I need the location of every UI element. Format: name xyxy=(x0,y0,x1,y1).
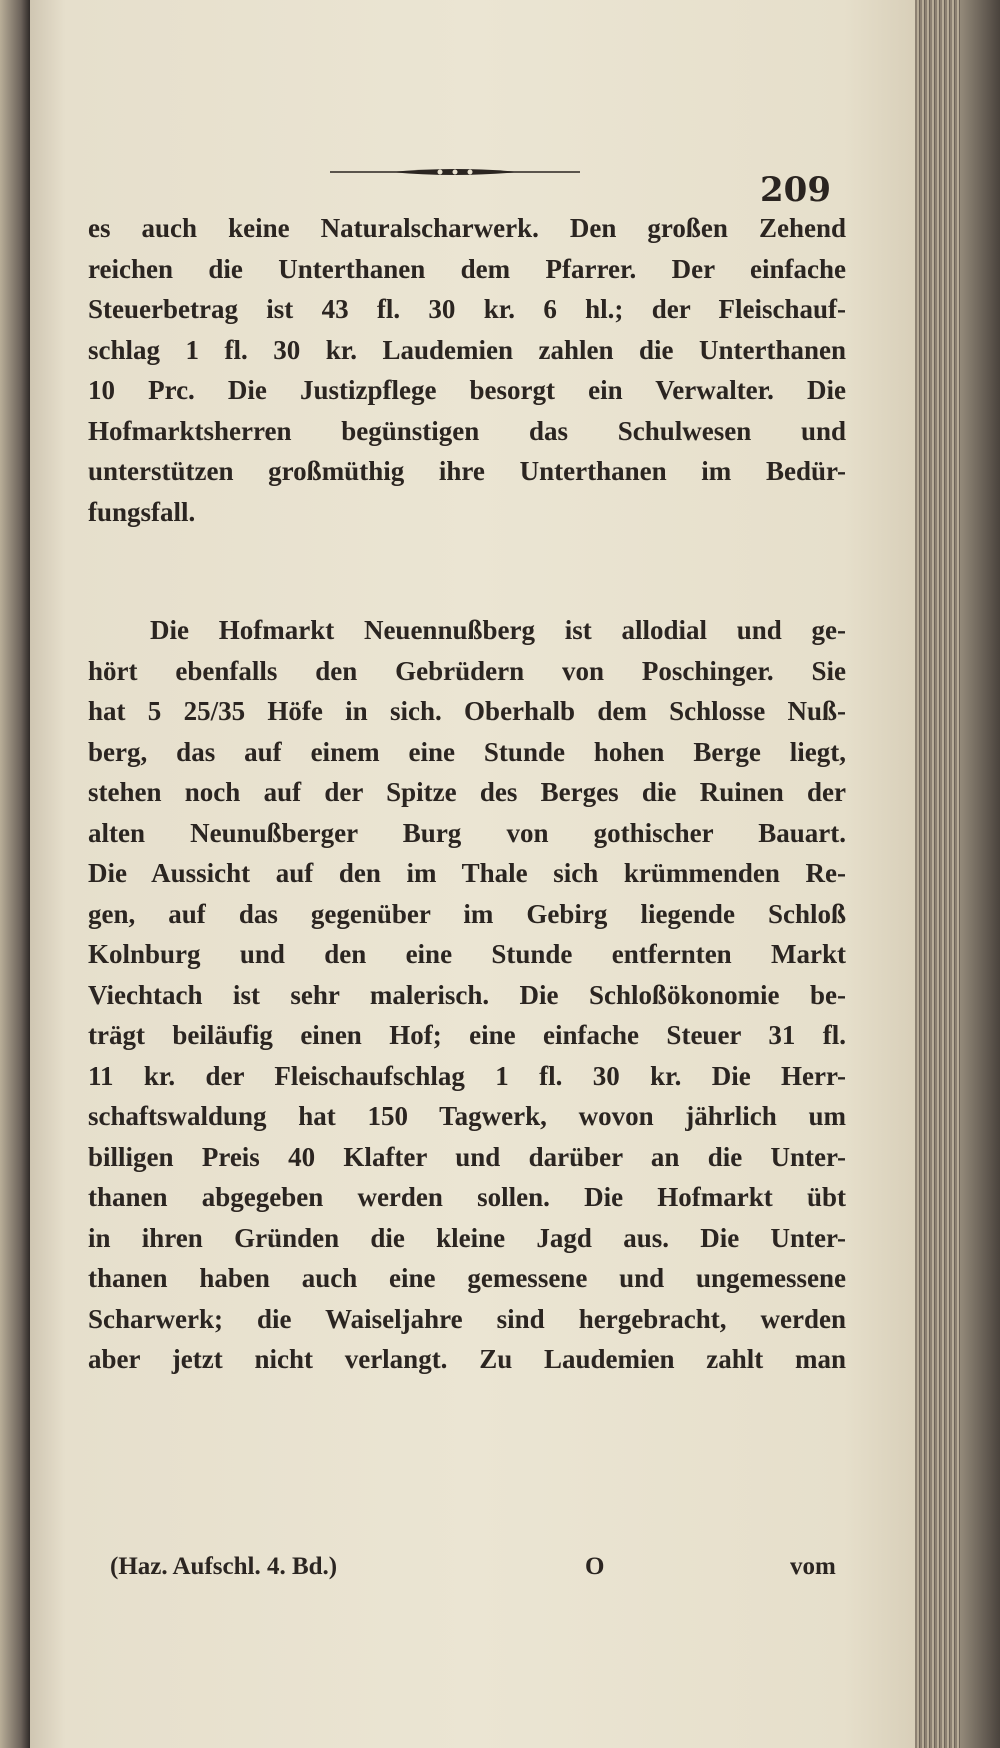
text-line: Hofmarktsherren begünstigen das Schulwesen und xyxy=(88,415,846,446)
text-line: Scharwerk; die Waiseljahre sind hergebracht, werden xyxy=(88,1303,846,1334)
text-line: stehen noch auf der Spitze des Berges die Ruinen der xyxy=(88,777,846,807)
text-line: reichen die Unterthanen dem Pfarrer. Der einfache xyxy=(88,253,846,284)
signature-mark: O xyxy=(585,1553,605,1580)
text-line: fungsfall. xyxy=(88,496,196,527)
book-cover-edge xyxy=(960,0,1000,1748)
text-line: thanen abgegeben werden sollen. Die Hofmarkt übt xyxy=(88,1182,846,1212)
text-line: aber jetzt nicht verlangt. Zu Laudemien zahlt man xyxy=(88,1344,846,1374)
text-line: billigen Preis 40 Klafter und darüber an die Unter- xyxy=(88,1141,846,1172)
text-line: Die Hofmarkt Neuennußberg ist allodial und ge- xyxy=(150,615,846,645)
text-line: Viechtach ist sehr malerisch. Die Schloßökonomie be- xyxy=(88,979,846,1010)
text-line: es auch keine Naturalscharwerk. Den großen Zehend xyxy=(88,213,846,243)
catchword: vom xyxy=(790,1553,836,1580)
text-line: unterstützen großmüthig ihre Unterthanen im Bedür- xyxy=(88,456,846,486)
text-line: schaftswaldung hat 150 Tagwerk, wovon jährlich um xyxy=(88,1101,846,1131)
text-line: schlag 1 fl. 30 kr. Laudemien zahlen die Unterthanen xyxy=(88,334,846,365)
facing-page-edge xyxy=(0,0,30,1748)
text-line: in ihren Gründen die kleine Jagd aus. Die Unter- xyxy=(88,1222,846,1253)
text-line: Die Aussicht auf den im Thale sich krümmenden Re- xyxy=(88,858,846,888)
page-number: 209 xyxy=(760,170,831,210)
text-line: berg, das auf einem eine Stunde hohen Berge liegt, xyxy=(88,736,846,767)
text-line: alten Neunußberger Burg von gothischer Bauart. xyxy=(88,817,846,848)
text-line: trägt beiläufig einen Hof; eine einfache Steuer 31 fl. xyxy=(88,1020,846,1050)
signature-note: (Haz. Aufschl. 4. Bd.) xyxy=(110,1553,338,1580)
text-line: hat 5 25/35 Höfe in sich. Oberhalb dem Schlosse Nuß- xyxy=(88,696,846,726)
text-line: gen, auf das gegenüber im Gebirg liegende Schloß xyxy=(88,898,846,929)
text-line: Steuerbetrag ist 43 fl. 30 kr. 6 hl.; der Fleischauf- xyxy=(88,294,846,324)
text-line: thanen haben auch eine gemessene und ungemessene xyxy=(88,1263,846,1293)
text-line: 10 Prc. Die Justizpflege besorgt ein Verwalter. Die xyxy=(88,375,846,405)
text-line: hört ebenfalls den Gebrüdern von Poschinger. Sie xyxy=(88,655,846,686)
text-line: 11 kr. der Fleischaufschlag 1 fl. 30 kr. Die Herr- xyxy=(88,1060,846,1091)
text-line: Kolnburg und den eine Stunde entfernten Markt xyxy=(88,939,846,969)
header-ornament xyxy=(330,168,580,176)
